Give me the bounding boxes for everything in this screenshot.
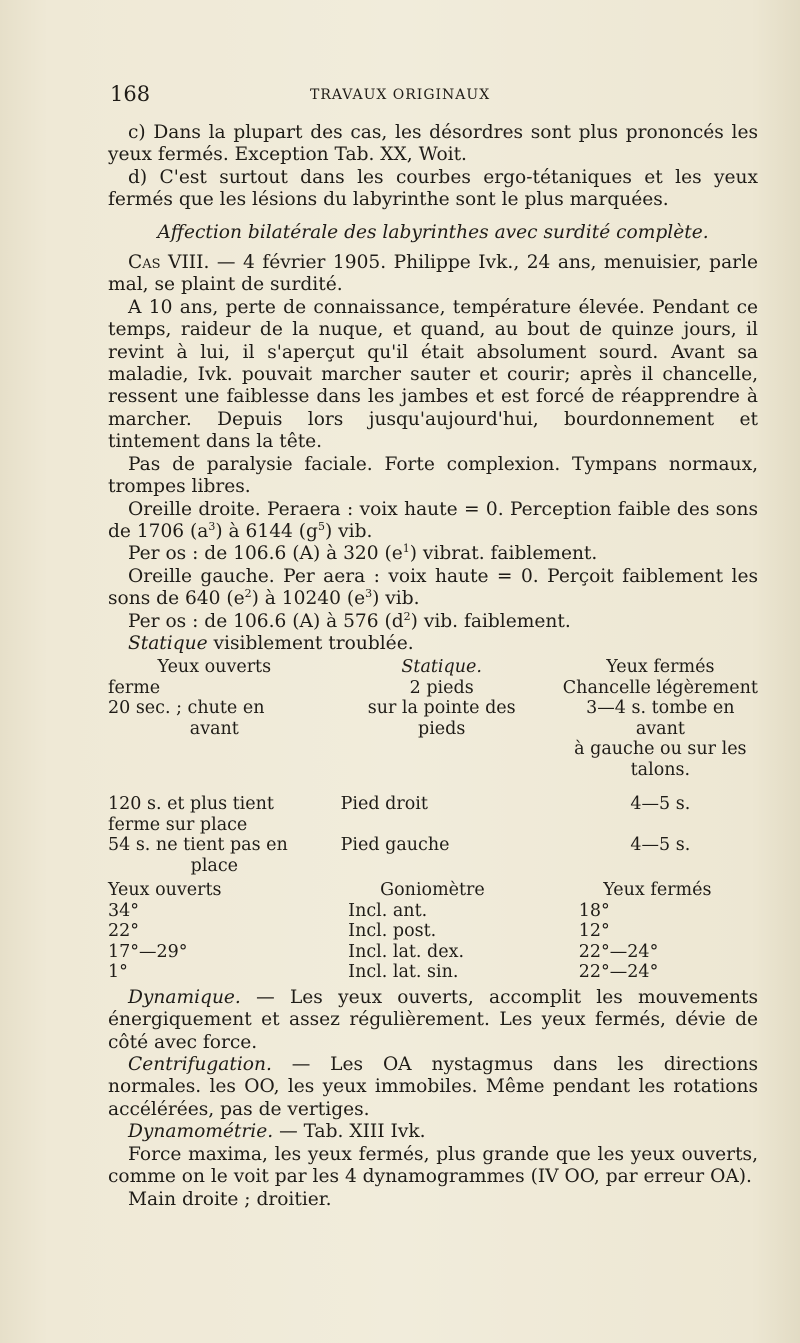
history-paragraph: A 10 ans, perte de connaissance, température élevée. Pendant ce temps, raideur de la nuque, et quand, au bout de quinze jours, il revint à lui, il s'aperçut qu'il était absolument sourd. Avant sa maladie, Ivk. pouvait marcher sauter et courir; après il chancelle, ressent une faiblesse dans les jambes et est forcé de réapprendre à marcher. Depuis lors jusqu'aujourd'hui, bourdonnement et tintement dans la tête.: [108, 296, 758, 453]
right-ear-paragraph: Oreille droite. Peraera : voix haute = 0. Perception faible des sons de 1706 $(a^3)$ à 6144 $(g^5)$ vib.: [108, 498, 758, 542]
table-cell: 34°: [108, 900, 140, 921]
left-ear-paragraph: Oreille gauche. Per aera : voix haute = 0. Perçoit faiblement les sons de 640 $(e^2)$ à 10240 $(e^3)$ vib.: [108, 565, 758, 610]
table-cell: 1°: [108, 962, 128, 983]
table-cell: Pied gauche: [340, 835, 450, 856]
column-header: Yeux fermés: [603, 880, 712, 901]
table-cell: Incl. post.: [348, 921, 437, 942]
table-header-row: [108, 657, 758, 678]
statique-paragraph: Statique visiblement troublée.: [128, 632, 414, 654]
table-cell: 22°: [108, 921, 140, 942]
table-row: [108, 942, 758, 963]
page-number: 168: [110, 82, 151, 106]
column-header: Yeux ouverts: [157, 657, 272, 678]
centrifugation-label: Centrifugation.: [128, 1054, 272, 1076]
table-header-row: [108, 880, 758, 901]
exam-paragraph: Pas de paralysie faciale. Forte complexion. Tympans normaux, trompes libres.: [108, 453, 758, 498]
statique-label: Statique: [128, 632, 208, 654]
column-header: Yeux ouverts: [108, 880, 222, 901]
case-intro-text: — 4 février 1905. Philippe Ivk., 24 ans, menuisier, parle mal, se plaint de surdité.: [108, 252, 758, 296]
goniometre-table: [108, 880, 758, 983]
table-cell: 18°: [578, 900, 610, 921]
table-cell: Incl. lat. dex.: [348, 941, 465, 962]
running-head: TRAVAUX ORIGINAUX: [310, 87, 491, 103]
right-ear-bone-paragraph: Per os : de 106.6 (A) à 320 $(e^1)$ vibrat. faiblement.: [128, 542, 598, 565]
table-cell: 4—5 s.: [630, 835, 691, 856]
body-text: [108, 122, 758, 1211]
table-cell: 54 s. ne tient pas en place: [108, 835, 288, 876]
table-cell: Chancelle légèrement 3—4 s. tombe en avant à gauche ou sur les talons.: [562, 677, 758, 780]
dynamique-paragraph: Dynamique. — Les yeux ouverts, accomplit les mouvements énergiquement et assez régulièrement. Les yeux fermés, dévie de côté avec force.: [108, 986, 758, 1053]
section-subheading: Affection bilatérale des labyrinthes avec surdité complète.: [157, 221, 709, 243]
table-cell: 12°: [578, 921, 610, 942]
table-row: [108, 678, 758, 781]
left-ear-bone-paragraph: Per os : de 106.6 (A) à 576 $(d^2)$ vib. faiblement.: [128, 609, 571, 632]
dynamique-label: Dynamique.: [128, 986, 241, 1008]
table-row: [108, 780, 758, 835]
table-cell: 4—5 s.: [630, 794, 691, 815]
main-paragraph: Main droite ; droitier.: [128, 1188, 332, 1210]
dynamometrie-label: Dynamométrie.: [128, 1121, 274, 1143]
column-header: Yeux fermés: [606, 657, 715, 678]
statique-table: [108, 657, 758, 876]
dynamometrie-paragraph: Dynamométrie. — Tab. XIII Ivk.: [128, 1121, 426, 1143]
paragraph-d: d) C'est surtout dans les courbes ergo-tétaniques et les yeux fermés que les lésions du labyrinthe sont le plus marquées.: [108, 166, 758, 211]
table-cell: 17°—29°: [108, 941, 188, 962]
paragraph-c: c) Dans la plupart des cas, les désordres sont plus prononcés les yeux fermés. Exception Tab. XX, Woit.: [108, 122, 758, 166]
table-cell: 2 pieds sur la pointe des pieds: [367, 677, 516, 739]
table-row: [108, 962, 758, 983]
table-cell: Pied droit: [340, 794, 428, 815]
force-paragraph: Force maxima, les yeux fermés, plus grande que les yeux ouverts, comme on le voit par les 4 dynamogrammes (IV OO, par erreur OA).: [108, 1143, 758, 1188]
table-row: [108, 901, 758, 922]
table-cell: 22°—24°: [578, 962, 659, 983]
column-header: Goniomètre: [380, 880, 485, 901]
case-label: Cas VIII.: [128, 252, 210, 274]
table-cell: 120 s. et plus tient ferme sur place: [108, 794, 274, 835]
table-cell: Incl. lat. sin.: [348, 962, 459, 983]
page-header: [110, 82, 750, 112]
table-row: [108, 921, 758, 942]
table-cell: Incl. ant.: [348, 900, 428, 921]
table-cell: ferme 20 sec. ; chute en avant: [108, 677, 265, 739]
table-row: [108, 835, 758, 876]
case-intro: [108, 252, 758, 297]
table-cell: 22°—24°: [578, 941, 659, 962]
column-header: Statique.: [401, 657, 482, 678]
centrifugation-paragraph: Centrifugation. — Les OA nystagmus dans les directions normales. les OO, les yeux immobiles. Même pendant les rotations accélérées, pas de vertiges.: [108, 1054, 758, 1120]
